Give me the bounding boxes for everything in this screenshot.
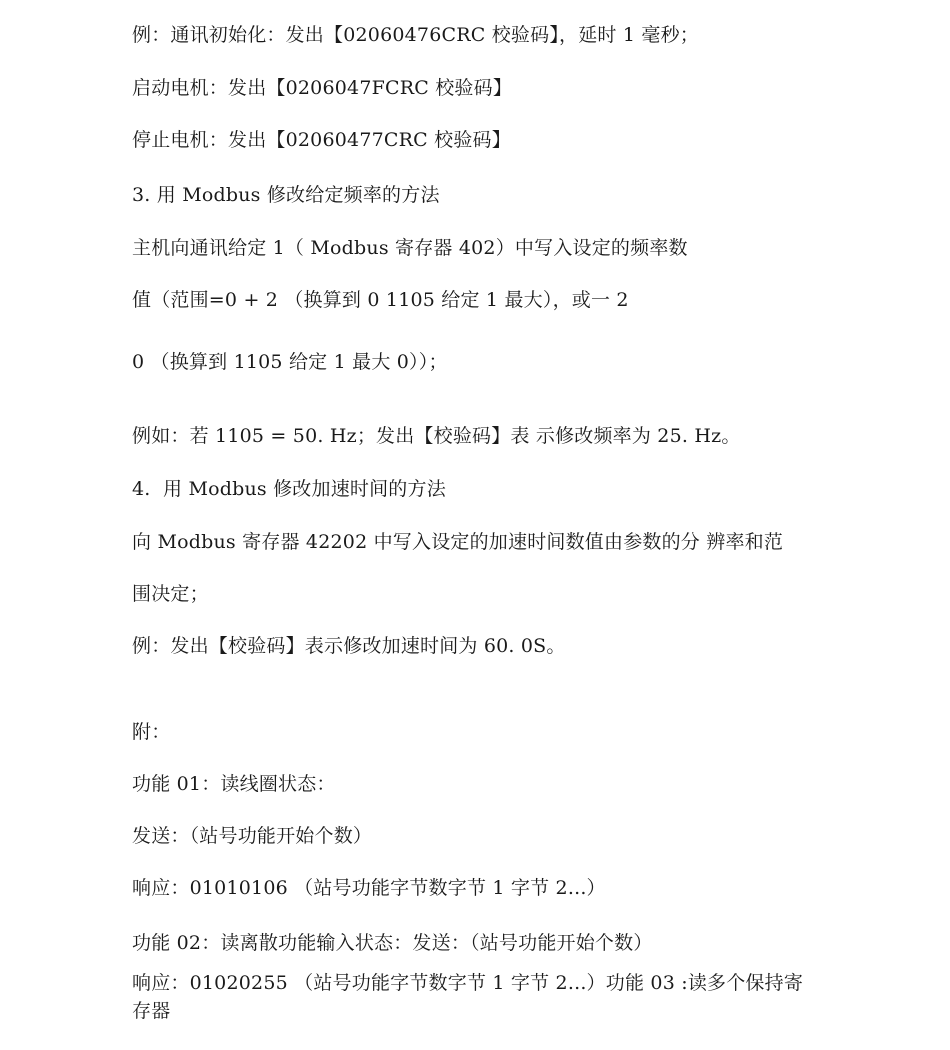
appendix-label: 附： [132,721,171,743]
text-line-15: 发送：（站号功能开始个数） [132,825,373,847]
text-line-14: 功能 01：读线圈状态： [132,773,336,795]
text-line-16: 响应：01010106 （站号功能字节数字节 1 字节 2...） [132,877,606,899]
text-line-8: 例如：若 1105 = 50. Hz；发出【校验码】表 示修改频率为 25. Hz。 [132,425,741,447]
text-line-10: 向 Modbus 寄存器 42202 中写入设定的加速时间数值由参数的分 辨率和范 [132,531,784,553]
text-line-12: 例：发出【校验码】表示修改加速时间为 60. 0S。 [132,635,566,657]
text-line-1: 例：通讯初始化：发出【02060476CRC 校验码】，延时 1 毫秒； [132,24,699,46]
text-line-18: 响应：01020255 （站号功能字节数字节 1 字节 2...）功能 03 :读多个保持寄存器 [132,972,804,1022]
text-line-11: 围决定； [132,583,209,605]
text-line-5: 主机向通讯给定 1（ Modbus 寄存器 402）中写入设定的频率数 [132,237,688,259]
section-heading-4: 4. 用 Modbus 修改加速时间的方法 [132,478,446,500]
text-line-2: 启动电机：发出【0206047FCRC 校验码】 [132,77,513,99]
text-line-7: 0 （换算到 1105 给定 1 最大 0））； [132,351,448,373]
text-line-17: 功能 02：读离散功能输入状态：发送：（站号功能开始个数） [132,932,653,954]
text-line-3: 停止电机：发出【02060477CRC 校验码】 [132,129,511,151]
section-heading-3: 3. 用 Modbus 修改给定频率的方法 [132,184,440,206]
text-line-6: 值（范围=0 + 2 （换算到 0 1105 给定 1 最大），或一 2 [132,289,629,311]
